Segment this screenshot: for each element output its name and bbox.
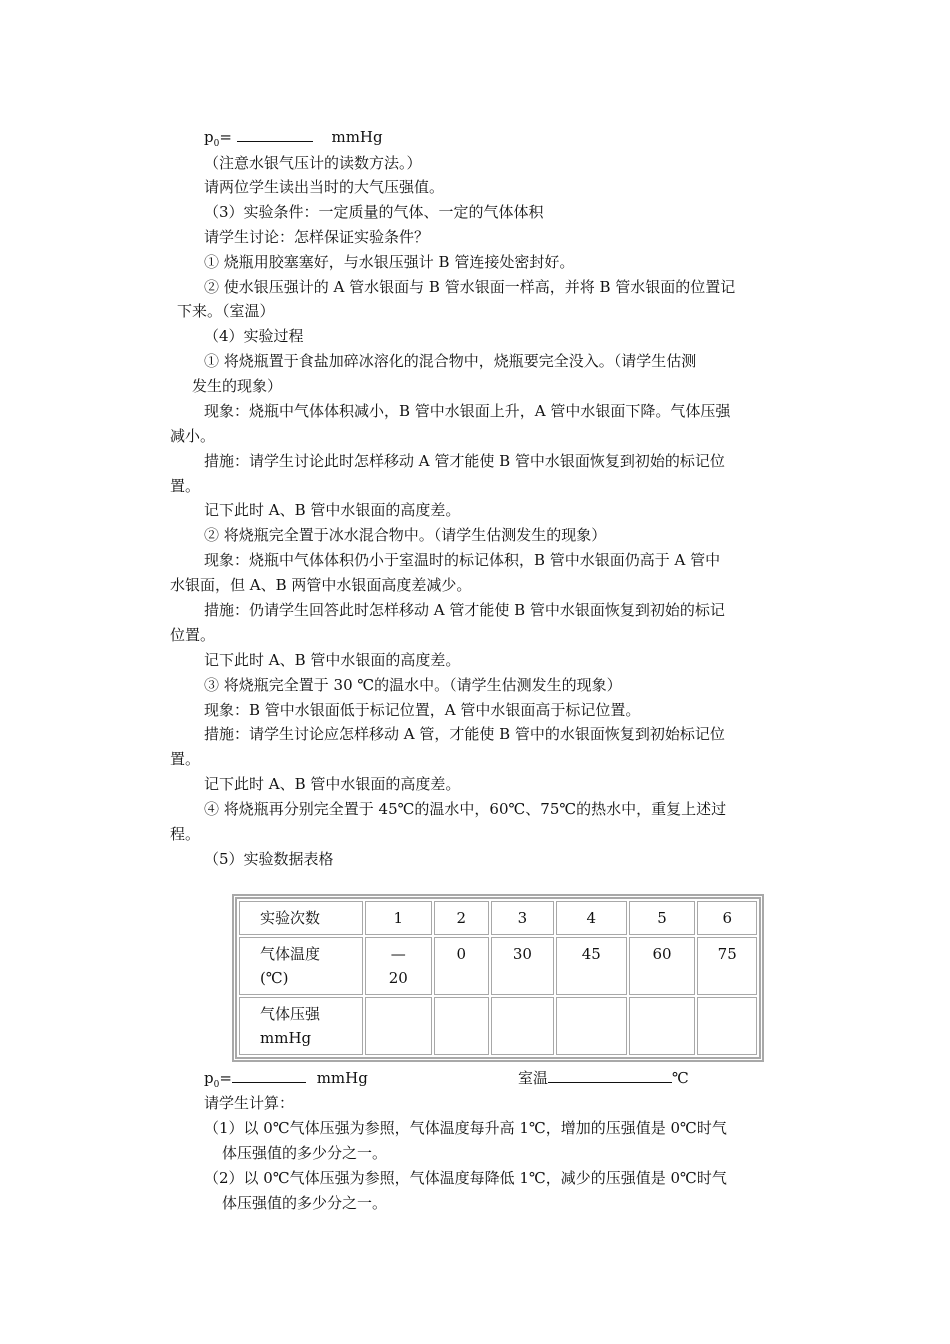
text-line: 措施：请学生讨论应怎样移动 A 管，才能使 B 管中的水银面恢复到初始标记位 [204, 725, 725, 743]
empty-cell[interactable] [697, 997, 757, 1055]
text-line: ① 烧瓶用胶塞塞好，与水银压强计 B 管连接处密封好。 [204, 253, 575, 271]
p0-top-line [204, 127, 383, 154]
table-row [239, 901, 757, 935]
text-line: ③ 将烧瓶完全置于 30 ℃的温水中。（请学生估测发生的现象） [204, 676, 622, 694]
empty-cell[interactable] [556, 997, 627, 1055]
text-line: 请学生讨论：怎样保证实验条件？ [204, 228, 430, 246]
empty-cell[interactable] [491, 997, 554, 1055]
text-line: 置。 [170, 477, 201, 495]
table-cell: 5 [629, 901, 696, 935]
temp-dash: — [390, 945, 406, 963]
text-line: ② 将烧瓶完全置于冰水混合物中。（请学生估测发生的现象） [204, 526, 607, 544]
text-line: 记下此时 A、B 管中水银面的高度差。 [204, 775, 461, 793]
table-cell: 3 [491, 901, 554, 935]
p0-symbol: p [204, 1069, 214, 1087]
table-cell: 0 [434, 937, 489, 995]
text-line: （3）实验条件：一定质量的气体、一定的气体体积 [204, 203, 544, 221]
section-heading: （4）实验过程 [204, 327, 304, 345]
text-line: （1）以 0℃气体压强为参照，气体温度每升高 1℃，增加的压强值是 0℃时气 [204, 1119, 727, 1137]
table-cell: 45 [556, 937, 627, 995]
text-line: 水银面，但 A、B 两管中水银面高度差减少。 [170, 576, 472, 594]
p0-equals: = [219, 128, 232, 146]
text-line: 体压强值的多少分之一。 [222, 1144, 388, 1162]
table-cell: 60 [629, 937, 696, 995]
room-temp-unit: ℃ [672, 1069, 689, 1087]
p0-unit: mmHg [316, 1069, 368, 1087]
text-line: 记下此时 A、B 管中水银面的高度差。 [204, 501, 461, 519]
text-line: 发生的现象） [192, 377, 283, 395]
text-line: 下来。（室温） [177, 302, 275, 320]
text-line: ② 使水银压强计的 A 管水银面与 B 管水银面一样高，并将 B 管水银面的位置记 [204, 278, 736, 296]
table-cell: 75 [697, 937, 757, 995]
text-line: 位置。 [170, 626, 216, 644]
row-header-count: 实验次数 [239, 901, 363, 935]
text-line: 现象：B 管中水银面低于标记位置，A 管中水银面高于标记位置。 [204, 701, 641, 719]
table-cell: 2 [434, 901, 489, 935]
empty-cell[interactable] [365, 997, 432, 1055]
p0-unit: mmHg [331, 128, 383, 146]
p0-subscript: 0 [213, 1080, 220, 1090]
text-line: 置。 [170, 750, 201, 768]
room-temp-line [518, 1068, 689, 1088]
text-line: 减小。 [170, 427, 216, 445]
text-line: ① 将烧瓶置于食盐加碎冰溶化的混合物中，烧瓶要完全没入。（请学生估测 [204, 352, 697, 370]
table-cell: 1 [365, 901, 432, 935]
row-header-pressure-line2: mmHg [260, 1029, 312, 1047]
p0-symbol: p [204, 128, 214, 146]
table-cell: 30 [491, 937, 554, 995]
row-header-pressure-line1: 气体压强 [260, 1005, 321, 1023]
empty-cell[interactable] [629, 997, 696, 1055]
text-line: 现象：烧瓶中气体体积仍小于室温时的标记体积，B 管中水银面仍高于 A 管中 [204, 551, 721, 569]
text-line: 请学生计算： [204, 1094, 295, 1112]
text-line: 体压强值的多少分之一。 [222, 1194, 388, 1212]
table-row [239, 937, 757, 995]
row-header-pressure [239, 997, 363, 1055]
text-line: 记下此时 A、B 管中水银面的高度差。 [204, 651, 461, 669]
text-line: 措施：请学生讨论此时怎样移动 A 管才能使 B 管中水银面恢复到初始的标记位 [204, 452, 725, 470]
row-header-temp [239, 937, 363, 995]
section-heading: （5）实验数据表格 [204, 850, 334, 868]
empty-cell[interactable] [434, 997, 489, 1055]
text-line: 请两位学生读出当时的大气压强值。 [204, 178, 445, 196]
table-cell: 6 [697, 901, 757, 935]
text-line: 程。 [170, 825, 201, 843]
p0-bottom-line [204, 1068, 368, 1095]
temp-value: 20 [388, 969, 408, 987]
p0-subscript: 0 [213, 139, 220, 149]
room-temp-label: 室温 [518, 1069, 549, 1087]
row-header-temp-line1: 气体温度 [260, 945, 321, 963]
row-header-temp-line2: (℃) [260, 969, 289, 987]
text-line: （注意水银气压计的读数方法。） [204, 154, 422, 172]
p0-blank[interactable] [232, 1068, 306, 1083]
table-cell [365, 937, 432, 995]
p0-blank[interactable] [237, 127, 313, 142]
text-line: （2）以 0℃气体压强为参照，气体温度每降低 1℃，减少的压强值是 0℃时气 [204, 1169, 727, 1187]
table-cell: 4 [556, 901, 627, 935]
text-line: 现象：烧瓶中气体体积减小，B 管中水银面上升，A 管中水银面下降。气体压强 [204, 402, 731, 420]
table-row [239, 997, 757, 1055]
room-temp-blank[interactable] [548, 1068, 672, 1083]
data-table [232, 894, 764, 1062]
text-line: 措施：仍请学生回答此时怎样移动 A 管才能使 B 管中水银面恢复到初始的标记 [204, 601, 725, 619]
p0-equals: = [219, 1069, 232, 1087]
text-line: ④ 将烧瓶再分别完全置于 45℃的温水中，60℃、75℃的热水中，重复上述过 [204, 800, 727, 818]
